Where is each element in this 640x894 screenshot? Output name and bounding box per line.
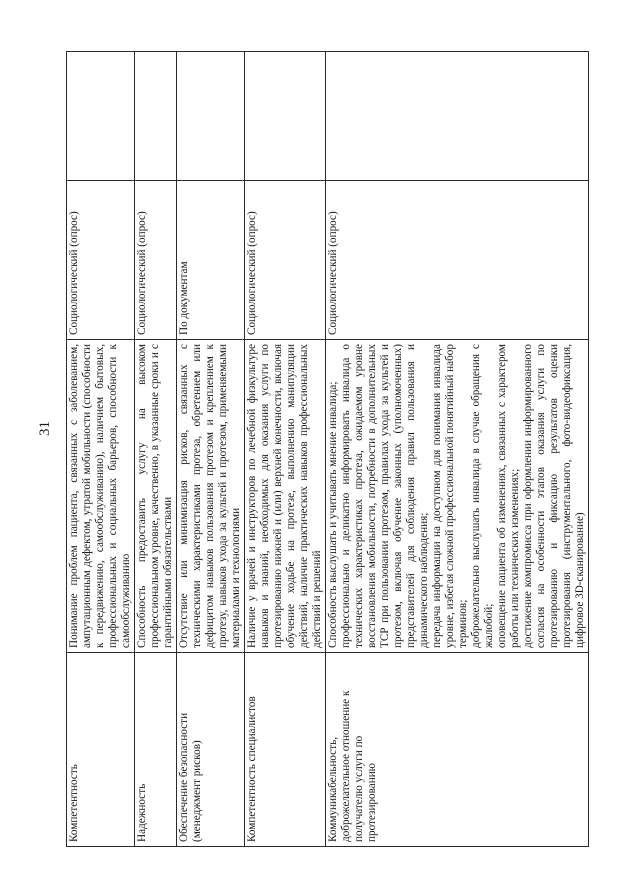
description-text: оповещение пациента об изменениях, связанных с характером работы или технических изменениях; [496, 344, 521, 648]
method-cell [245, 181, 326, 340]
description-text: Понимание проблем пациента, связанных с заболеванием, ампутационным дефектом, утратой мобильности (способности к передвижению, самообслуживанию), наличием бытовых, профессиональных и социальных барьеров, способности к самообслуживанию [68, 344, 132, 648]
description-text: профессионально и деликатно информировать инвалида о технических характеристиках протеза, ожидаемом уровне восстановления мобильности, потребности в дополнительных ТСР при пользовании протезом, правилах ухода за культей и протезом, включая обучение законных (уполномоченных) представителей для соблюдения правил пользования и динамического наблюдения; [340, 344, 430, 648]
description-cell [67, 340, 135, 653]
method-cell [135, 181, 177, 340]
description-text: доброжелательно выслушать инвалида в случае обращения с жалобой; [470, 344, 495, 648]
description-text: достижение компромисса при оформлении информированного согласия на особенности этапов оказания услуги по протезированию и фиксацию результатов оценки протезирования (инструментального, фото-видеофиксация, цифровое 3D-сканирование) [522, 344, 586, 648]
method-text: Социологический (опрос) [68, 211, 80, 335]
empty-cell [177, 52, 245, 181]
description-text: передача информации на доступном для понимания инвалида уровне, избегая сложной профессиональной понятийный набор терминов; [431, 344, 469, 648]
description-cell [245, 340, 326, 653]
description-text: Способность предоставить услугу на высоком профессиональном уровне, качественно, в указанные сроки и с гарантийными обязательствами [136, 344, 174, 648]
method-cell [177, 181, 245, 340]
empty-cell [245, 52, 326, 181]
method-cell [67, 181, 135, 340]
method-cell [326, 181, 589, 340]
criterion-text: Надежность [136, 783, 148, 842]
rotated-table-container [66, 51, 586, 847]
description-text: Отсутствие или минимизация рисков, связанных с техническими характеристиками протеза, обретением или дефицитом навыков пользования протезом и креплением к протезу, навыков ухода за культей и протезом, применяемыми материалами и технологиями [178, 344, 242, 648]
description-cell [326, 340, 589, 653]
criterion-cell [67, 653, 135, 847]
criterion-text: Обеспечение безопасности (менеджмент рисков) [178, 712, 203, 842]
criterion-text: Компетентность специалистов [246, 696, 258, 842]
method-text: Социологический (опрос) [246, 211, 258, 335]
table-body [67, 52, 589, 847]
table-row [67, 52, 135, 847]
description-text: Наличие у врачей и инструкторов по лечебной физкультуре навыков и знаний, необходимых для оказания услуги по протезированию нижней и (или) верхней конечности, включая обучение ходьбе на протезе, выполнению манипуляции действий, наличие практических навыков профессиональных действий и решений [246, 344, 323, 648]
criterion-cell [245, 653, 326, 847]
table-row [245, 52, 326, 847]
empty-cell [67, 52, 135, 181]
criterion-cell [135, 653, 177, 847]
description-text: Способность выслушать и учитывать мнение инвалида; [327, 381, 339, 648]
page-number: 31 [37, 421, 53, 436]
description-cell [135, 340, 177, 653]
table-row [177, 52, 245, 847]
criterion-cell [326, 653, 589, 847]
criterion-text: Компетентность [68, 764, 80, 842]
method-text: По документам [178, 261, 190, 335]
table-row [135, 52, 177, 847]
table-row [326, 52, 589, 847]
method-text: Социологический (опрос) [136, 211, 148, 335]
empty-cell [135, 52, 177, 181]
empty-cell [326, 52, 589, 181]
criteria-table [66, 51, 589, 847]
method-text: Социологический (опрос) [327, 211, 339, 335]
description-cell [177, 340, 245, 653]
criterion-text: Коммуникабельность, доброжелательное отношение к получателю услуги по протезированию [327, 690, 378, 842]
criterion-cell [177, 653, 245, 847]
